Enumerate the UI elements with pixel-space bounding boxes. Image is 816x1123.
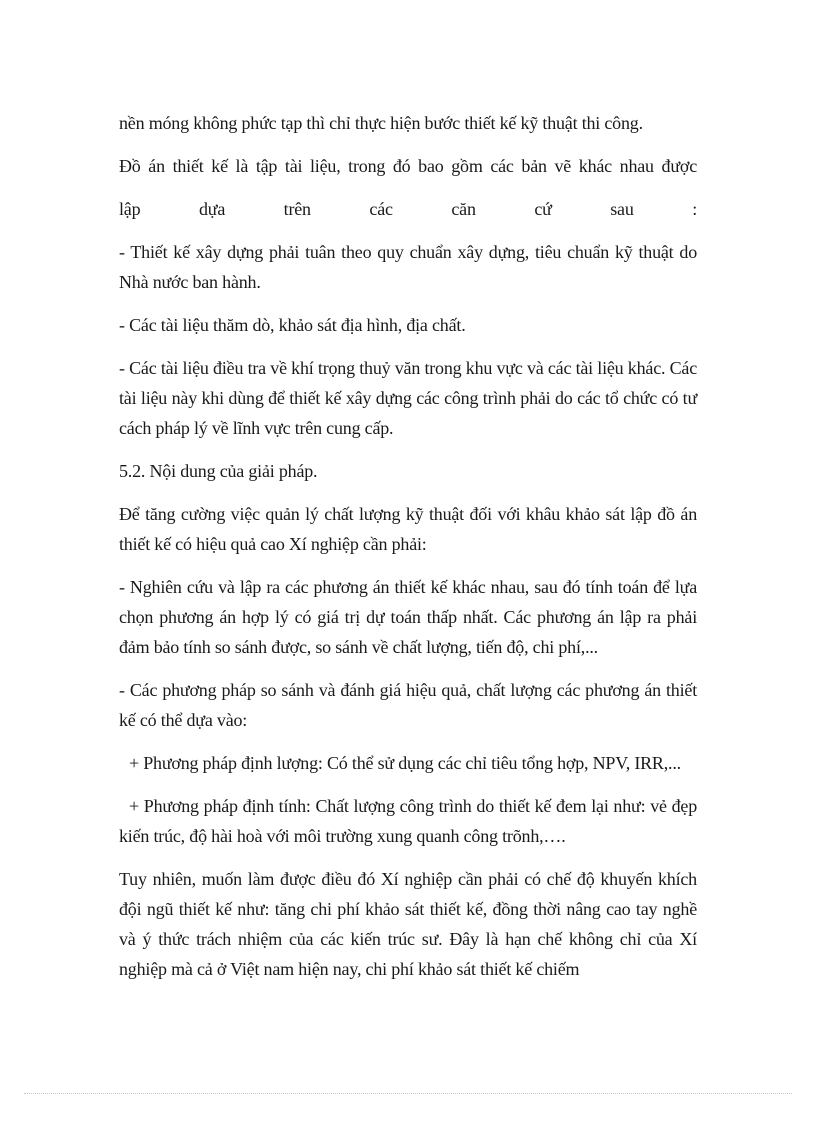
paragraph-based-on: lập dựa trên các căn cứ sau : — [119, 199, 697, 219]
paragraph-hydrology-documents: - Các tài liệu điều tra về khí trọng thuỷ văn trong khu vực và các tài liệu khác. Các tài liệu này khi dùng để thiết kế xây dựng các công trình phải do các tổ chức có tư cách pháp lý về lĩnh vực trên cung cấp. — [119, 358, 697, 438]
paragraph-survey-documents: - Các tài liệu thăm dò, khảo sát địa hình, địa chất. — [119, 315, 466, 335]
paragraph-quality-management: Để tăng cường việc quản lý chất lượng kỹ thuật đối với khâu khảo sát lập đồ án thiết kế có hiệu quả cao Xí nghiệp cần phải: — [119, 504, 697, 554]
paragraph-standards: - Thiết kế xây dựng phải tuân theo quy chuẩn xây dựng, tiêu chuẩn kỹ thuật do Nhà nước ban hành. — [119, 242, 697, 292]
paragraph-qualitative-method: + Phương pháp định tính: Chất lượng công trình do thiết kế đem lại như: vẻ đẹp kiến trúc, độ hài hoà với môi trường xung quanh công trõnh,…. — [119, 796, 697, 846]
paragraph-incentives: Tuy nhiên, muốn làm được điều đó Xí nghiệp cần phải có chế độ khuyến khích đội ngũ thiết kế như: tăng chi phí khảo sát thiết kế, đồng thời nâng cao tay nghề và ý thức trách nhiệm của các kiến trúc sư. Đây là hạn chế không chỉ của Xí nghiệp mà cả ở Việt nam hiện nay, chi phí khảo sát thiết kế chiếm — [119, 869, 697, 979]
paragraph-comparison-methods: - Các phương pháp so sánh và đánh giá hiệu quả, chất lượng các phương án thiết kế có thể dựa vào: — [119, 680, 697, 730]
paragraph-quantitative-method: + Phương pháp định lượng: Có thể sử dụng các chỉ tiêu tổng hợp, NPV, IRR,... — [129, 753, 681, 773]
paragraph-foundation: nền móng không phức tạp thì chỉ thực hiện bước thiết kế kỹ thuật thi công. — [119, 113, 643, 133]
section-heading: 5.2. Nội dung của giải pháp. — [119, 461, 318, 481]
paragraph-design-options: - Nghiên cứu và lập ra các phương án thiết kế khác nhau, sau đó tính toán để lựa chọn phương án hợp lý có giá trị dự toán thấp nhất. Các phương án lập ra phải đảm bảo tính so sánh được, so sánh về chất lượng, tiến độ, chi phí,... — [119, 577, 697, 657]
document-body — [119, 108, 697, 997]
paragraph-design-documents: Đồ án thiết kế là tập tài liệu, trong đó bao gồm các bản vẽ khác nhau được — [119, 156, 697, 176]
page-bottom-divider — [24, 1093, 792, 1094]
